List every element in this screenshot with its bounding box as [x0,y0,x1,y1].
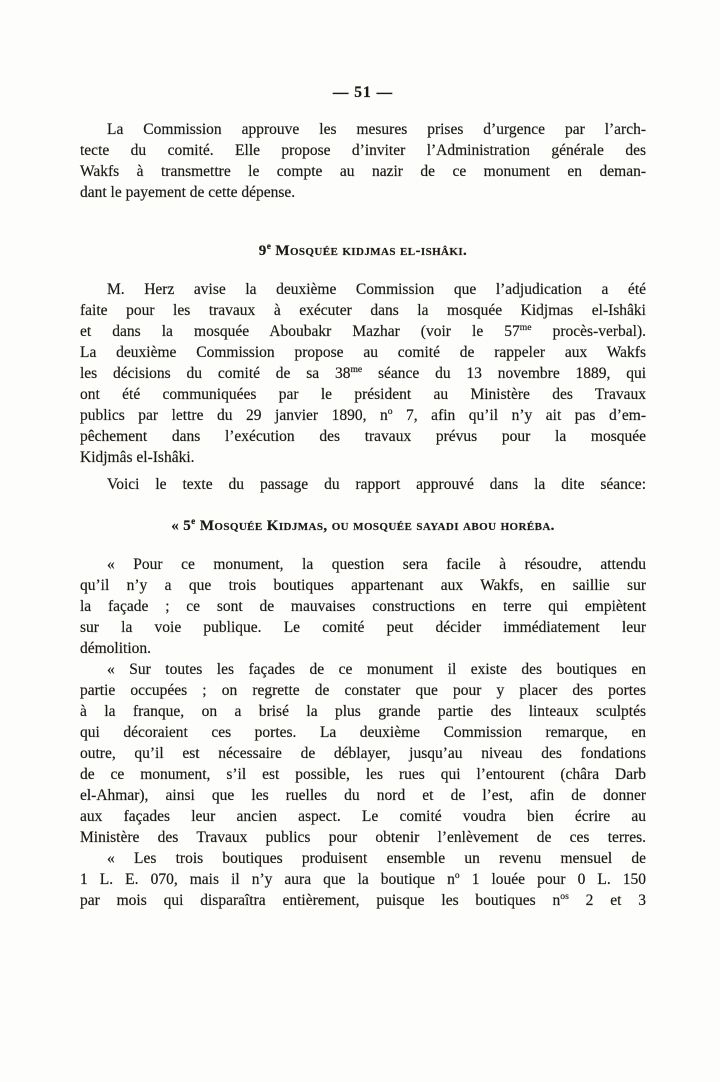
text-line: Kidjmâs el-Ishâki. [80,449,195,466]
paragraph-commission-approval [80,119,646,203]
text-line: partie occupées ; on regrette de constater que pour y placer des portes [80,682,646,699]
page-text-block [80,82,646,911]
text-line: el-Ahmar), ainsi que les ruelles du nord et de l’est, afin de donner [80,787,646,804]
text-line: « Sur toutes les façades de ce monument il existe des boutiques en [107,661,646,678]
page-number: — 51 — [332,84,394,101]
text-line: les décisions du comité de sa $38^{me}$ séance du 13 novembre 1889, qui [80,363,646,382]
text-line: pêchement dans l’exécution des travaux prévus pour la mosquée [80,428,646,445]
paragraph-sur-toutes-les-facades [80,659,646,848]
text-line: de ce monument, s’il est possible, les rues qui l’entourent (châra Darb [80,766,646,783]
text-line: Wakfs à transmettre le compte au nazir de ce monument en deman- [80,163,646,180]
text-line: et dans la mosquée Aboubakr Mazhar (voir le $57^{me}$ procès-verbal). [80,321,646,340]
text-line: qu’il n’y a que trois boutiques appartenant aux Wakfs, en saillie sur [80,577,646,594]
text-line: par mois qui disparaîtra entièrement, puisque les boutiques $n^{os}$ 2 et 3 [80,890,647,909]
text-line: publics par lettre du 29 janvier 1890, $n^o$ 7, afin qu’il n’y ait pas d’em- [80,405,646,424]
text-line: 1 L. E. 070, mais il n’y aura que la boutique $n^o$ 1 louée pour 0 L. 150 [80,869,647,888]
text-line: à la franque, on a brisé la plus grande partie des linteaux sculptés [80,703,646,720]
text-line: Voici le texte du passage du rapport approuvé dans la dite séance: [107,476,646,493]
paragraph-herz-adjudication [80,279,646,468]
text-line: sur la voie publique. Le comité peut décider immédiatement leur [80,619,646,636]
paragraph-voici-le-texte [80,474,646,495]
text-line: outre, qu’il est nécessaire de déblayer, jusqu’au niveau des fondations [80,745,646,762]
text-line: faite pour les travaux à exécuter dans la mosquée Kidjmas el-Ishâki [80,302,646,319]
paragraph-trois-boutiques-revenu [80,848,646,911]
section-heading-mosquee-kidjmas-el-ishaki: 9e Mosquée kidjmas el-ishâki. [258,242,468,259]
text-line: M. Herz avise la deuxième Commission que l’adjudication a été [107,281,646,298]
subsection-heading-mosquee-sayadi-abou-horeba: « 5e Mosquée Kidjmas, ou mosquée sayadi abou horéba. [171,517,555,534]
paragraph-pour-ce-monument [80,554,646,659]
text-line: tecte du comité. Elle propose d’inviter l’Administration générale des [80,142,646,159]
text-line: démolition. [80,640,152,657]
text-line: Ministère des Travaux publics pour obtenir l’enlèvement de ces terres. [80,829,646,846]
text-line: qui décoraient ces portes. La deuxième Commission remarque, en [80,724,646,741]
text-line: « Pour ce monument, la question sera facile à résoudre, attendu [107,556,646,573]
text-line: la façade ; ce sont de mauvaises constructions en terre qui empiètent [80,598,646,615]
text-line: « Les trois boutiques produisent ensemble un revenu mensuel de [107,850,646,867]
text-line: La Commission approuve les mesures prises d’urgence par l’arch- [107,121,646,138]
text-line: dant le payement de cette dépense. [80,184,296,201]
text-line: ont été communiquées par le président au Ministère des Travaux [80,386,646,403]
text-line: La deuxième Commission propose au comité de rappeler aux Wakfs [80,344,646,361]
text-line: aux façades leur ancien aspect. Le comité voudra bien écrire au [80,808,646,825]
